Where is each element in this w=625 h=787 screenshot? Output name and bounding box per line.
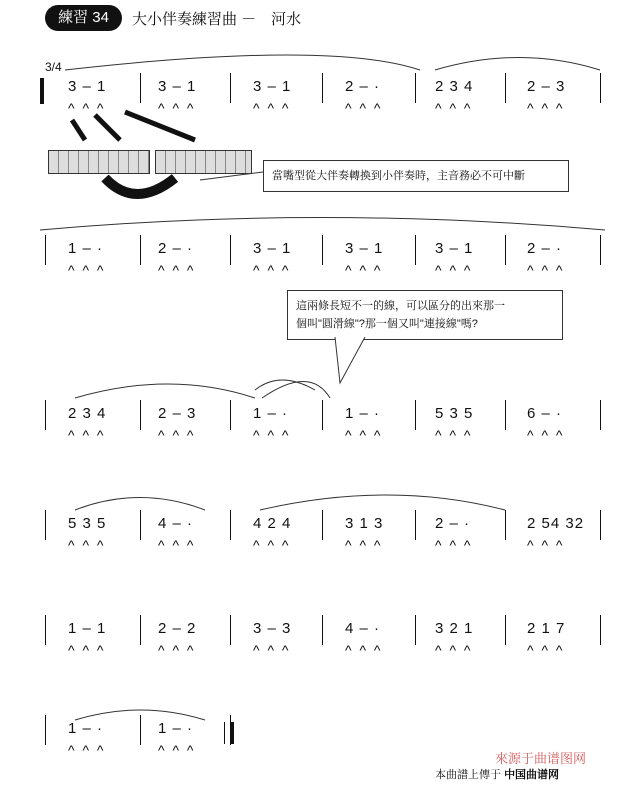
- measure-notes: 3 – 1: [253, 240, 292, 257]
- measure-notes: 4 – ·: [158, 515, 194, 532]
- measure-notes: 3 – 1: [158, 78, 197, 95]
- measure-notes: 2 1 7: [527, 620, 566, 637]
- accent-marks: ^ ^ ^: [253, 262, 291, 278]
- accent-marks: ^ ^ ^: [435, 427, 473, 443]
- measure-notes: 2 – 3: [158, 405, 197, 422]
- accent-marks: ^ ^ ^: [158, 742, 196, 758]
- accent-marks: ^ ^ ^: [158, 100, 196, 116]
- accent-marks: ^ ^ ^: [435, 537, 473, 553]
- accent-marks: ^ ^ ^: [435, 642, 473, 658]
- curved-arrow-icon: [105, 178, 175, 194]
- footer-brand: 中国曲谱网: [504, 769, 560, 781]
- arrows-icon: [72, 112, 195, 140]
- measure-notes: 3 – 1: [435, 240, 474, 257]
- accent-marks: ^ ^ ^: [345, 642, 383, 658]
- footer-text: 本曲譜上傳于: [435, 769, 501, 781]
- accent-marks: ^ ^ ^: [527, 642, 565, 658]
- time-signature: 3/4: [45, 60, 62, 74]
- measure-notes: 6 – ·: [527, 405, 563, 422]
- measure-notes: 1 – ·: [253, 405, 289, 422]
- callout-line-1: 這兩條長短不一的線，可以區分的出來那一: [296, 300, 505, 312]
- measure-notes: 3 – 1: [345, 240, 384, 257]
- accent-marks: ^ ^ ^: [158, 427, 196, 443]
- measure-notes: 2 – ·: [345, 78, 381, 95]
- accent-marks: ^ ^ ^: [527, 262, 565, 278]
- accent-marks: ^ ^ ^: [435, 262, 473, 278]
- measure-notes: 2 3 4: [68, 405, 107, 422]
- accent-marks: ^ ^ ^: [527, 537, 565, 553]
- accent-marks: ^ ^ ^: [68, 537, 106, 553]
- measure-notes: 2 – ·: [435, 515, 471, 532]
- measure-notes: 2 – ·: [527, 240, 563, 257]
- measure-notes: 1 – ·: [345, 405, 381, 422]
- measure-notes: 4 2 4: [253, 515, 292, 532]
- accent-marks: ^ ^ ^: [527, 427, 565, 443]
- measure-notes: 5 3 5: [68, 515, 107, 532]
- accent-marks: ^ ^ ^: [68, 100, 106, 116]
- measure-notes: 2 – ·: [158, 240, 194, 257]
- measure-notes: 2 – 2: [158, 620, 197, 637]
- accent-marks: ^ ^ ^: [253, 537, 291, 553]
- accent-marks: ^ ^ ^: [158, 537, 196, 553]
- measure-notes: 3 1 3: [345, 515, 384, 532]
- measure-notes: 1 – ·: [68, 240, 104, 257]
- accent-marks: ^ ^ ^: [68, 262, 106, 278]
- measure-notes: 2 54 32: [527, 515, 585, 532]
- footer: [435, 766, 559, 782]
- accent-marks: ^ ^ ^: [253, 427, 291, 443]
- accent-marks: ^ ^ ^: [345, 427, 383, 443]
- measure-notes: 3 – 3: [253, 620, 292, 637]
- callout-pointer-2: [335, 337, 365, 383]
- callout-mouth-shape: 當嘴型從大伴奏轉換到小伴奏時，主音務必不可中斷: [263, 160, 569, 192]
- accent-marks: ^ ^ ^: [68, 642, 106, 658]
- accent-marks: ^ ^ ^: [158, 642, 196, 658]
- measure-notes: 3 2 1: [435, 620, 474, 637]
- accent-marks: ^ ^ ^: [253, 100, 291, 116]
- exercise-badge: 練習 34: [45, 5, 122, 31]
- measure-notes: 2 3 4: [435, 78, 474, 95]
- accent-marks: ^ ^ ^: [527, 100, 565, 116]
- callout-pointer-1: [200, 172, 263, 180]
- measure-notes: 2 – 3: [527, 78, 566, 95]
- accent-marks: ^ ^ ^: [345, 262, 383, 278]
- accent-marks: ^ ^ ^: [345, 100, 383, 116]
- measure-notes: 3 – 1: [253, 78, 292, 95]
- measure-notes: 4 – ·: [345, 620, 381, 637]
- page-title: 大小伴奏練習曲 － 河水: [132, 11, 302, 28]
- callout-line-2: 個叫"圓滑線"?那一個又叫"連接線"嗎?: [296, 318, 478, 330]
- accent-marks: ^ ^ ^: [68, 427, 106, 443]
- accent-marks: ^ ^ ^: [158, 262, 196, 278]
- measure-notes: 1 – 1: [68, 620, 107, 637]
- measure-notes: 1 – ·: [68, 720, 104, 737]
- watermark: 來源于曲谱图网: [495, 751, 587, 766]
- measure-notes: 1 – ·: [158, 720, 194, 737]
- accent-marks: ^ ^ ^: [253, 642, 291, 658]
- accent-marks: ^ ^ ^: [68, 742, 106, 758]
- accent-marks: ^ ^ ^: [435, 100, 473, 116]
- measure-notes: 5 3 5: [435, 405, 474, 422]
- measure-notes: 3 – 1: [68, 78, 107, 95]
- accent-marks: ^ ^ ^: [345, 537, 383, 553]
